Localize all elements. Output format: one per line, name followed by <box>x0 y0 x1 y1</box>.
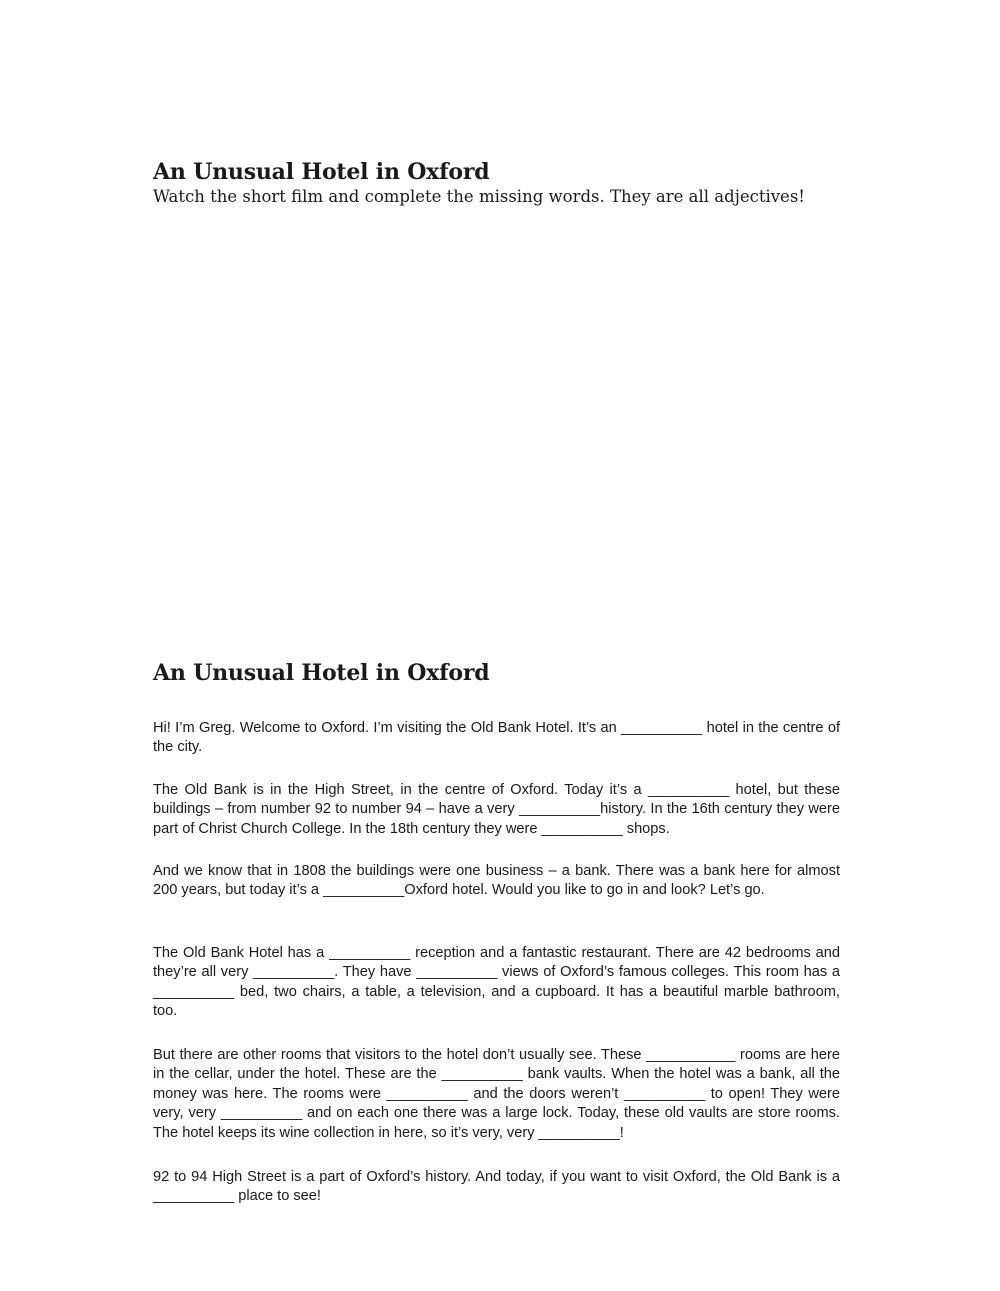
worksheet-title: An Unusual Hotel in Oxford <box>153 159 490 185</box>
text-title: An Unusual Hotel in Oxford <box>153 660 490 686</box>
paragraph-conclusion: 92 to 94 High Street is a part of Oxford’s history. And today, if you want to visit Oxford, the Old Bank is a __________ place to see! <box>153 1169 840 1205</box>
paragraph-intro: Hi! I’m Greg. Welcome to Oxford. I’m visiting the Old Bank Hotel. It’s an __________ hotel in the centre of the city. <box>153 720 840 756</box>
paragraph-high-street: The Old Bank is in the High Street, in the centre of Oxford. Today it’s a __________ hotel, but these buildings – from number 92 to number 94 – have a very __________history. In the 16th century they were part of Christ Church College. In the 18th century they were __________ shops. <box>153 782 840 837</box>
paragraph-vaults: But there are other rooms that visitors to the hotel don’t usually see. These ___________ rooms are here in the cellar, under the hotel. These are the __________ bank vaults. When the hotel was a bank, all the money was here. The rooms were __________ and the doors weren’t __________ to open! They were very, very __________ and on each one there was a large lock. Today, these old vaults are store rooms. The hotel keeps its wine collection in here, so it’s very, very __________! <box>153 1047 840 1141</box>
paragraph-bedrooms: The Old Bank Hotel has a __________ reception and a fantastic restaurant. There are 42 bedrooms and they’re all very __________. They have __________ views of Oxford’s famous colleges. This room has a __________ bed, two chairs, a table, a television, and a cupboard. It has a beautiful marble bathroom, too. <box>153 945 840 1020</box>
paragraph-bank-history: And we know that in 1808 the buildings were one business – a bank. There was a bank here for almost 200 years, but today it’s a __________Oxford hotel. Would you like to go in and look? Let’s go. <box>153 863 840 899</box>
instructions: Watch the short film and complete the missing words. They are all adjectives! <box>153 187 805 206</box>
